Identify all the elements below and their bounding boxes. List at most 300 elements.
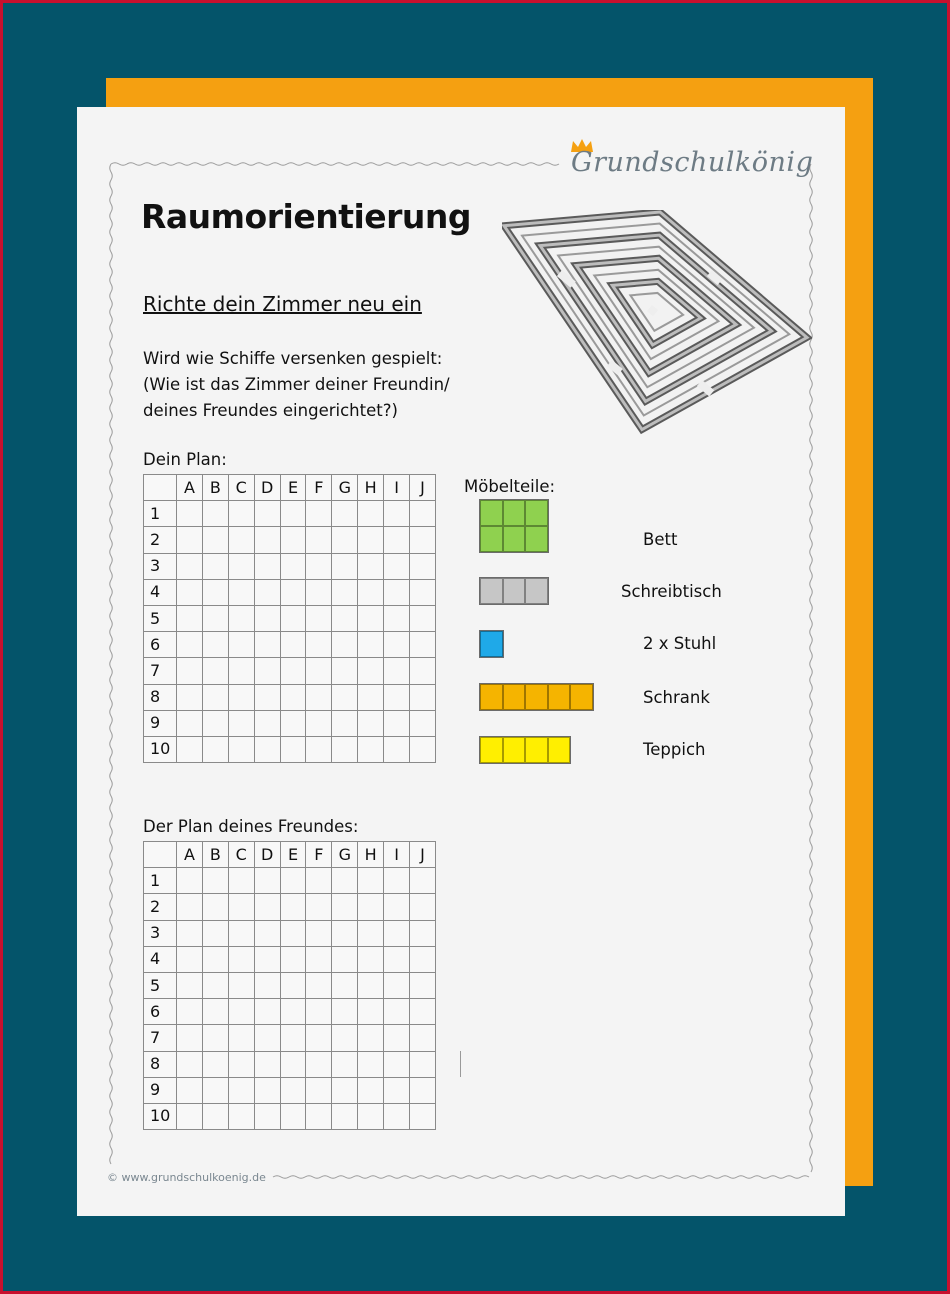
grid-cell[interactable] <box>410 658 436 684</box>
grid-cell[interactable] <box>177 1077 203 1103</box>
grid-cell[interactable] <box>358 920 384 946</box>
grid-cell[interactable] <box>280 868 306 894</box>
furniture-piece-bett <box>479 499 549 553</box>
grid-cell[interactable] <box>228 1051 254 1077</box>
grid-row <box>144 972 436 998</box>
grid-cell[interactable] <box>358 579 384 605</box>
grid-cell[interactable] <box>306 946 332 972</box>
grid-cell[interactable] <box>384 527 410 553</box>
grid-cell[interactable] <box>202 684 228 710</box>
grid-cell[interactable] <box>177 868 203 894</box>
grid-cell[interactable] <box>202 736 228 762</box>
column-header: I <box>384 842 410 868</box>
grid-cell[interactable] <box>254 920 280 946</box>
furniture-cell <box>503 737 526 763</box>
grid-cell[interactable] <box>358 605 384 631</box>
grid-cell[interactable] <box>306 1051 332 1077</box>
grid-cell[interactable] <box>358 1077 384 1103</box>
description-line: deines Freundes eingerichtet?) <box>143 401 398 420</box>
furniture-cell <box>480 526 503 552</box>
furniture-cell <box>480 631 503 657</box>
my-plan-grid[interactable] <box>143 474 436 763</box>
column-header: H <box>358 842 384 868</box>
row-header: 10 <box>144 1103 177 1129</box>
furniture-piece-teppich <box>479 736 571 764</box>
grid-cell[interactable] <box>358 553 384 579</box>
grid-cell[interactable] <box>228 527 254 553</box>
grid-cell[interactable] <box>202 710 228 736</box>
grid-row <box>144 527 436 553</box>
grid-row <box>144 946 436 972</box>
grid-cell[interactable] <box>410 553 436 579</box>
grid-cell[interactable] <box>384 1077 410 1103</box>
grid-cell[interactable] <box>410 868 436 894</box>
grid-cell[interactable] <box>410 736 436 762</box>
grid-cell[interactable] <box>177 632 203 658</box>
grid-cell[interactable] <box>358 501 384 527</box>
grid-cell[interactable] <box>306 920 332 946</box>
grid-cell[interactable] <box>332 868 358 894</box>
grid-cell[interactable] <box>306 605 332 631</box>
grid-cell[interactable] <box>358 736 384 762</box>
grid-cell[interactable] <box>280 946 306 972</box>
grid-cell[interactable] <box>177 579 203 605</box>
grid-cell[interactable] <box>410 972 436 998</box>
grid-cell[interactable] <box>332 632 358 658</box>
grid-cell[interactable] <box>177 1051 203 1077</box>
task-description <box>143 346 450 424</box>
grid-cell[interactable] <box>332 972 358 998</box>
furniture-label: Schreibtisch <box>621 582 722 601</box>
grid-cell[interactable] <box>358 684 384 710</box>
grid-cell[interactable] <box>228 684 254 710</box>
grid-cell[interactable] <box>306 553 332 579</box>
grid-cell[interactable] <box>384 501 410 527</box>
description-line: (Wie ist das Zimmer deiner Freundin/ <box>143 375 450 394</box>
grid-cell[interactable] <box>358 894 384 920</box>
grid-cell[interactable] <box>254 1025 280 1051</box>
grid-cell[interactable] <box>358 1025 384 1051</box>
grid-cell[interactable] <box>177 1103 203 1129</box>
grid-cell[interactable] <box>280 894 306 920</box>
furniture-cell <box>480 500 503 526</box>
grid-row <box>144 605 436 631</box>
grid-cell[interactable] <box>177 501 203 527</box>
grid-cell[interactable] <box>306 868 332 894</box>
furniture-cell <box>548 684 571 710</box>
furniture-cell <box>480 684 503 710</box>
grid-row <box>144 658 436 684</box>
grid-cell[interactable] <box>202 632 228 658</box>
grid-cell[interactable] <box>280 658 306 684</box>
grid-cell[interactable] <box>228 1025 254 1051</box>
grid-cell[interactable] <box>202 1103 228 1129</box>
grid-cell[interactable] <box>280 579 306 605</box>
grid-cell[interactable] <box>358 658 384 684</box>
furniture-cell <box>503 684 526 710</box>
row-header: 1 <box>144 868 177 894</box>
grid-cell[interactable] <box>280 736 306 762</box>
grid-cell[interactable] <box>358 1051 384 1077</box>
grid-cell[interactable] <box>306 527 332 553</box>
grid-cell[interactable] <box>358 527 384 553</box>
grid-cell[interactable] <box>177 920 203 946</box>
grid-cell[interactable] <box>177 736 203 762</box>
grid-cell[interactable] <box>228 736 254 762</box>
grid-row <box>144 920 436 946</box>
grid-cell[interactable] <box>384 579 410 605</box>
grid-cell[interactable] <box>306 1077 332 1103</box>
grid-cell[interactable] <box>306 999 332 1025</box>
grid-cell[interactable] <box>306 501 332 527</box>
furniture-title: Möbelteile: <box>464 477 556 496</box>
furniture-cell <box>525 684 548 710</box>
grid-cell[interactable] <box>202 1025 228 1051</box>
row-header: 6 <box>144 632 177 658</box>
grid-cell[interactable] <box>280 632 306 658</box>
grid-cell[interactable] <box>228 632 254 658</box>
furniture-cell <box>480 578 503 604</box>
column-header: E <box>280 475 306 501</box>
grid-cell[interactable] <box>332 710 358 736</box>
grid-cell[interactable] <box>306 1103 332 1129</box>
friend-plan-label: Der Plan deines Freundes: <box>143 817 359 836</box>
grid-cell[interactable] <box>306 710 332 736</box>
grid-cell[interactable] <box>332 1051 358 1077</box>
grid-cell[interactable] <box>202 658 228 684</box>
grid-cell[interactable] <box>202 553 228 579</box>
column-header: I <box>384 475 410 501</box>
grid-cell[interactable] <box>202 999 228 1025</box>
grid-cell[interactable] <box>228 658 254 684</box>
grid-cell[interactable] <box>306 736 332 762</box>
furniture-piece-schrank <box>479 683 594 711</box>
description-line: Wird wie Schiffe versenken gespielt: <box>143 349 443 368</box>
column-header: H <box>358 475 384 501</box>
column-header: D <box>254 475 280 501</box>
column-header: J <box>410 842 436 868</box>
grid-cell[interactable] <box>228 1077 254 1103</box>
grid-cell[interactable] <box>202 894 228 920</box>
grid-cell[interactable] <box>358 868 384 894</box>
grid-cell[interactable] <box>228 868 254 894</box>
column-header: F <box>306 475 332 501</box>
grid-cell[interactable] <box>280 1103 306 1129</box>
grid-cell[interactable] <box>410 946 436 972</box>
grid-row <box>144 1077 436 1103</box>
grid-cell[interactable] <box>410 1077 436 1103</box>
grid-cell[interactable] <box>384 868 410 894</box>
grid-cell[interactable] <box>384 946 410 972</box>
grid-cell[interactable] <box>306 894 332 920</box>
grid-cell[interactable] <box>177 946 203 972</box>
row-header: 2 <box>144 527 177 553</box>
grid-cell[interactable] <box>332 736 358 762</box>
grid-cell[interactable] <box>332 1077 358 1103</box>
column-header: C <box>228 842 254 868</box>
grid-cell[interactable] <box>306 684 332 710</box>
grid-cell[interactable] <box>384 920 410 946</box>
grid-cell[interactable] <box>254 579 280 605</box>
text-cursor <box>460 1051 461 1077</box>
grid-cell[interactable] <box>202 527 228 553</box>
grid-cell[interactable] <box>384 1051 410 1077</box>
grid-cell[interactable] <box>177 710 203 736</box>
grid-cell[interactable] <box>384 710 410 736</box>
grid-cell[interactable] <box>254 999 280 1025</box>
column-header: B <box>202 475 228 501</box>
grid-cell[interactable] <box>280 684 306 710</box>
grid-cell[interactable] <box>384 658 410 684</box>
grid-cell[interactable] <box>177 684 203 710</box>
grid-cell[interactable] <box>306 579 332 605</box>
grid-row <box>144 999 436 1025</box>
column-header: J <box>410 475 436 501</box>
grid-cell[interactable] <box>332 579 358 605</box>
grid-cell[interactable] <box>228 920 254 946</box>
grid-row <box>144 632 436 658</box>
grid-cell[interactable] <box>177 894 203 920</box>
grid-cell[interactable] <box>228 894 254 920</box>
grid-row <box>144 1103 436 1129</box>
row-header: 5 <box>144 605 177 631</box>
grid-cell[interactable] <box>228 1103 254 1129</box>
grid-cell[interactable] <box>254 1077 280 1103</box>
furniture-cell <box>503 578 526 604</box>
grid-cell[interactable] <box>280 1051 306 1077</box>
column-header: G <box>332 842 358 868</box>
grid-row <box>144 1025 436 1051</box>
grid-cell[interactable] <box>280 920 306 946</box>
footer-copyright: © www.grundschulkoenig.de <box>107 1171 266 1184</box>
grid-cell[interactable] <box>254 710 280 736</box>
grid-cell[interactable] <box>177 553 203 579</box>
grid-cell[interactable] <box>358 1103 384 1129</box>
grid-cell[interactable] <box>202 501 228 527</box>
grid-cell[interactable] <box>228 710 254 736</box>
row-header: 6 <box>144 999 177 1025</box>
grid-cell[interactable] <box>332 553 358 579</box>
column-header: A <box>177 475 203 501</box>
grid-cell[interactable] <box>228 579 254 605</box>
column-header: D <box>254 842 280 868</box>
grid-cell[interactable] <box>202 579 228 605</box>
grid-cell[interactable] <box>306 1025 332 1051</box>
grid-cell[interactable] <box>177 1025 203 1051</box>
grid-cell[interactable] <box>332 894 358 920</box>
row-header: 3 <box>144 920 177 946</box>
grid-corner-cell <box>144 842 177 868</box>
grid-cell[interactable] <box>384 684 410 710</box>
grid-cell[interactable] <box>254 736 280 762</box>
grid-cell[interactable] <box>384 1103 410 1129</box>
grid-row <box>144 736 436 762</box>
grid-header-row <box>144 475 436 501</box>
grid-cell[interactable] <box>280 1077 306 1103</box>
grid-cell[interactable] <box>384 632 410 658</box>
grid-cell[interactable] <box>332 999 358 1025</box>
column-header: A <box>177 842 203 868</box>
grid-cell[interactable] <box>410 605 436 631</box>
grid-cell[interactable] <box>410 1103 436 1129</box>
grid-cell[interactable] <box>384 999 410 1025</box>
grid-cell[interactable] <box>384 605 410 631</box>
column-header: E <box>280 842 306 868</box>
grid-cell[interactable] <box>254 553 280 579</box>
grid-cell[interactable] <box>228 972 254 998</box>
grid-cell[interactable] <box>306 658 332 684</box>
grid-cell[interactable] <box>384 894 410 920</box>
furniture-cell <box>525 578 548 604</box>
grid-cell[interactable] <box>177 999 203 1025</box>
grid-corner-cell <box>144 475 177 501</box>
furniture-cell <box>480 737 503 763</box>
grid-cell[interactable] <box>254 605 280 631</box>
grid-cell[interactable] <box>410 684 436 710</box>
my-plan-label: Dein Plan: <box>143 450 227 469</box>
grid-cell[interactable] <box>280 527 306 553</box>
row-header: 1 <box>144 501 177 527</box>
grid-cell[interactable] <box>410 501 436 527</box>
grid-cell[interactable] <box>280 553 306 579</box>
grid-row <box>144 868 436 894</box>
grid-cell[interactable] <box>280 1025 306 1051</box>
grid-cell[interactable] <box>332 527 358 553</box>
grid-row <box>144 553 436 579</box>
furniture-cell <box>503 526 526 552</box>
grid-row <box>144 501 436 527</box>
grid-cell[interactable] <box>177 527 203 553</box>
grid-row <box>144 710 436 736</box>
row-header: 5 <box>144 972 177 998</box>
grid-cell[interactable] <box>332 501 358 527</box>
grid-cell[interactable] <box>280 999 306 1025</box>
grid-cell[interactable] <box>306 972 332 998</box>
grid-cell[interactable] <box>332 1025 358 1051</box>
grid-cell[interactable] <box>254 684 280 710</box>
grid-cell[interactable] <box>202 1077 228 1103</box>
friend-plan-grid[interactable] <box>143 841 436 1130</box>
grid-cell[interactable] <box>254 501 280 527</box>
grid-cell[interactable] <box>202 605 228 631</box>
grid-cell[interactable] <box>410 579 436 605</box>
grid-cell[interactable] <box>202 868 228 894</box>
grid-cell[interactable] <box>306 632 332 658</box>
grid-cell[interactable] <box>358 999 384 1025</box>
row-header: 8 <box>144 1051 177 1077</box>
grid-cell[interactable] <box>384 553 410 579</box>
grid-cell[interactable] <box>228 999 254 1025</box>
grid-cell[interactable] <box>254 527 280 553</box>
grid-cell[interactable] <box>177 972 203 998</box>
grid-cell[interactable] <box>254 1051 280 1077</box>
grid-cell[interactable] <box>410 894 436 920</box>
grid-cell[interactable] <box>254 658 280 684</box>
grid-cell[interactable] <box>254 894 280 920</box>
grid-cell[interactable] <box>358 710 384 736</box>
furniture-label: 2 x Stuhl <box>643 634 717 653</box>
furniture-cell <box>503 500 526 526</box>
grid-cell[interactable] <box>202 920 228 946</box>
grid-cell[interactable] <box>410 999 436 1025</box>
grid-cell[interactable] <box>358 632 384 658</box>
maze-illustration <box>502 210 812 435</box>
grid-cell[interactable] <box>254 632 280 658</box>
grid-cell[interactable] <box>332 920 358 946</box>
furniture-label: Schrank <box>643 688 710 707</box>
grid-cell[interactable] <box>332 946 358 972</box>
column-header: G <box>332 475 358 501</box>
grid-cell[interactable] <box>358 946 384 972</box>
grid-cell[interactable] <box>410 920 436 946</box>
grid-cell[interactable] <box>254 972 280 998</box>
furniture-piece-schreibtisch <box>479 577 549 605</box>
grid-cell[interactable] <box>228 605 254 631</box>
grid-cell[interactable] <box>280 605 306 631</box>
grid-cell[interactable] <box>280 710 306 736</box>
column-header: F <box>306 842 332 868</box>
grid-cell[interactable] <box>202 946 228 972</box>
grid-header-row <box>144 842 436 868</box>
grid-cell[interactable] <box>228 553 254 579</box>
row-header: 4 <box>144 946 177 972</box>
grid-cell[interactable] <box>384 1025 410 1051</box>
grid-cell[interactable] <box>280 501 306 527</box>
row-header: 7 <box>144 658 177 684</box>
worksheet <box>77 107 845 1216</box>
grid-row <box>144 894 436 920</box>
grid-cell[interactable] <box>202 1051 228 1077</box>
grid-cell[interactable] <box>228 501 254 527</box>
grid-row <box>144 684 436 710</box>
furniture-cell <box>525 500 548 526</box>
brand-name: Grundschulkönig <box>571 147 814 178</box>
grid-cell[interactable] <box>410 710 436 736</box>
grid-cell[interactable] <box>384 736 410 762</box>
grid-cell[interactable] <box>254 1103 280 1129</box>
grid-cell[interactable] <box>410 632 436 658</box>
grid-cell[interactable] <box>254 946 280 972</box>
grid-cell[interactable] <box>202 972 228 998</box>
grid-cell[interactable] <box>177 605 203 631</box>
furniture-cell <box>548 737 571 763</box>
grid-row <box>144 579 436 605</box>
grid-cell[interactable] <box>332 658 358 684</box>
grid-cell[interactable] <box>410 1051 436 1077</box>
row-header: 4 <box>144 579 177 605</box>
grid-cell[interactable] <box>332 605 358 631</box>
grid-cell[interactable] <box>384 972 410 998</box>
furniture-cell <box>525 526 548 552</box>
grid-cell[interactable] <box>332 684 358 710</box>
row-header: 2 <box>144 894 177 920</box>
grid-cell[interactable] <box>177 658 203 684</box>
grid-cell[interactable] <box>228 946 254 972</box>
row-header: 8 <box>144 684 177 710</box>
grid-cell[interactable] <box>280 972 306 998</box>
grid-cell[interactable] <box>254 868 280 894</box>
grid-cell[interactable] <box>358 972 384 998</box>
row-header: 9 <box>144 710 177 736</box>
grid-row <box>144 1051 436 1077</box>
brand-logo <box>571 145 821 185</box>
furniture-label: Teppich <box>643 740 706 759</box>
grid-cell[interactable] <box>410 1025 436 1051</box>
grid-cell[interactable] <box>410 527 436 553</box>
grid-cell[interactable] <box>332 1103 358 1129</box>
column-header: C <box>228 475 254 501</box>
row-header: 7 <box>144 1025 177 1051</box>
